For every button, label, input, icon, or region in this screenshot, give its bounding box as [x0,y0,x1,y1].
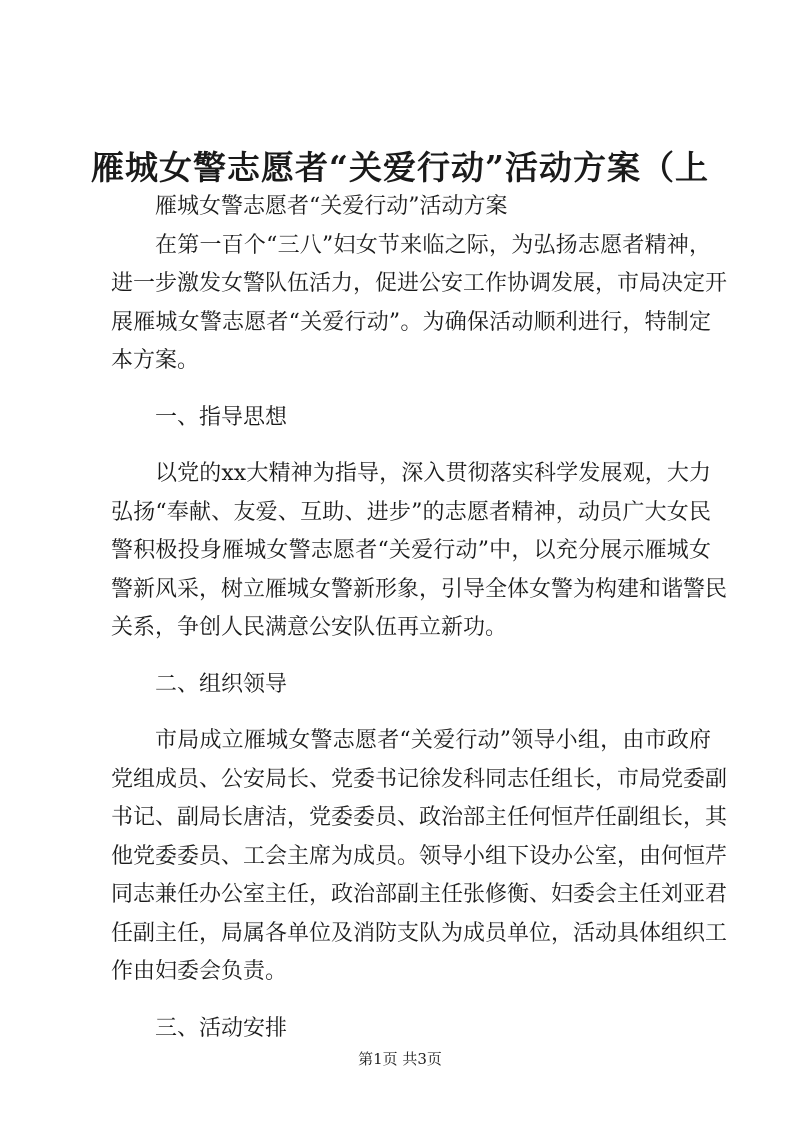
paragraph-gap [111,648,711,666]
paragraph-line: 同志兼任办公室主任，政治部副主任张修衡、妇委会主任刘亚君 [111,882,728,907]
paragraph-line: 进一步激发女警队伍活力，促进公安工作协调发展，市局决定开 [111,271,728,296]
paragraph-line: 关系，争创人民满意公安队伍再立新功。 [111,615,508,640]
paragraph-line: 弘扬“奉献、友爱、互助、进步”的志愿者精神，动员广大女民 [111,499,711,525]
section-2-paragraph [111,722,728,992]
paragraph-gap [111,381,711,399]
paragraph-line: 书记、副局长唐洁，党委委员、政治部主任何恒芹任副组长，其 [111,805,728,830]
paragraph-line: 警新风采，树立雁城女警新形象，引导全体女警为构建和谐警民 [111,576,728,602]
section-heading: 三、活动安排 [155,1015,288,1041]
document-title: 雁城女警志愿者“关爱行动”活动方案（上 [91,148,709,187]
paragraph-line: 市局成立雁城女警志愿者“关爱行动”领导小组，由市政府 [155,728,711,753]
paragraph-line: 展雁城女警志愿者“关爱行动”。为确保活动顺利进行，特制定 [111,309,711,335]
paragraph-gap [111,437,711,455]
paragraph-line: 任副主任，局属各单位及消防支队为成员单位，活动具体组织工 [111,920,728,946]
intro-paragraph [111,227,728,381]
document-body [111,188,728,1048]
paragraph-line: 警积极投身雁城女警志愿者“关爱行动”中，以充分展示雁城女 [111,538,711,563]
paragraph-line: 作由妇委会负责。 [111,959,288,984]
paragraph-line: 以党的xx大精神为指导，深入贯彻落实科学发展观，大力 [155,461,711,486]
paragraph-gap [111,704,711,722]
section-1-paragraph [111,455,728,648]
section-heading: 二、组织领导 [155,671,288,697]
document-subtitle: 雁城女警志愿者“关爱行动”活动方案 [155,194,508,219]
page-number: 第1页 共3页 [358,1050,442,1068]
paragraph-line: 本方案。 [111,348,200,373]
paragraph-line: 在第一百个“三八”妇女节来临之际，为弘扬志愿者精神， [155,232,711,258]
section-heading: 一、指导思想 [155,404,288,430]
paragraph-gap [111,992,711,1010]
paragraph-line: 党组成员、公安局长、党委书记徐发科同志任组长，市局党委副 [111,766,728,792]
paragraph-line: 他党委委员、工会主席为成员。领导小组下设办公室，由何恒芹 [111,843,728,869]
